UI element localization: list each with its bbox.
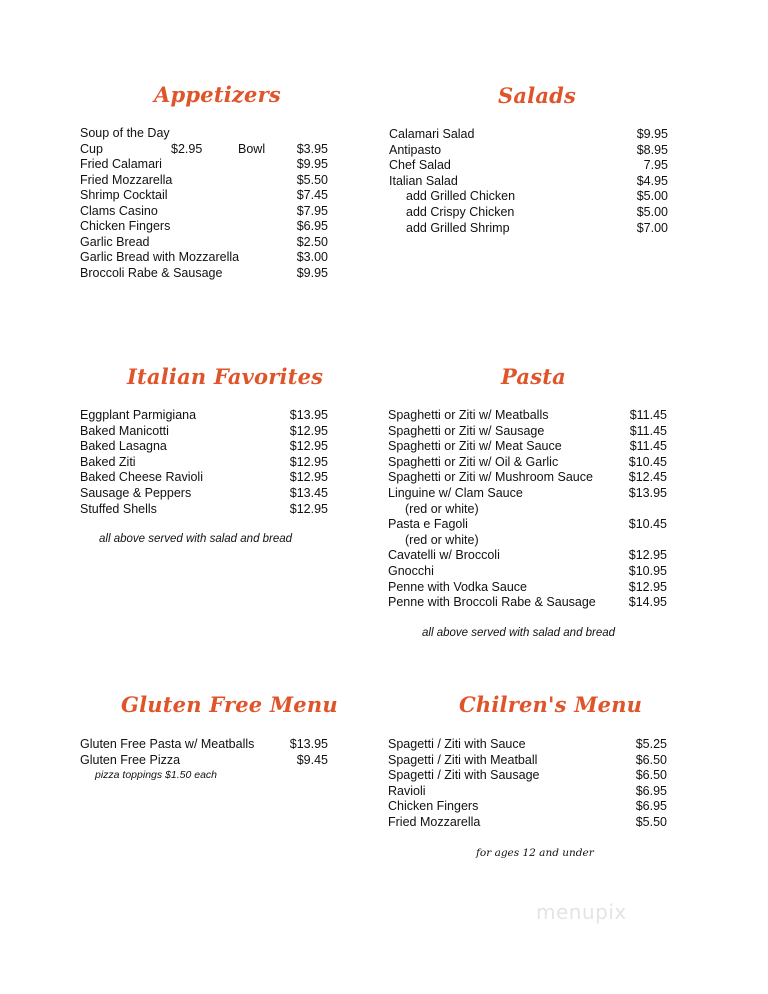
menu-item-price: $13.45 xyxy=(289,486,328,500)
menu-item-price: $5.00 xyxy=(636,189,668,204)
menu-item-name: Sausage & Peppers xyxy=(80,486,192,500)
menu-item-price: $12.95 xyxy=(628,579,667,594)
menu-item-price: $6.50 xyxy=(635,768,667,782)
menu-item-name: (red or white) xyxy=(405,532,479,547)
menu-item-name: Chef Salad xyxy=(389,158,451,173)
menu-item-price: $6.95 xyxy=(635,783,667,798)
menu-item-price: $14.95 xyxy=(628,595,667,610)
menu-item-price: $6.95 xyxy=(635,799,667,813)
menu-item-price: $9.45 xyxy=(296,752,328,767)
pasta-heading: Pasta xyxy=(501,364,566,389)
appetizers-heading: Appetizers xyxy=(154,82,281,107)
menu-item-name: Linguine w/ Clam Sauce xyxy=(388,486,523,500)
menu-item-price: $12.95 xyxy=(289,470,328,485)
menu-item-price: $13.95 xyxy=(628,486,667,500)
menu-item-price: $7.00 xyxy=(636,220,668,235)
menu-item-name: Shrimp Cocktail xyxy=(80,188,168,202)
soup-cup-price: $2.95 xyxy=(171,142,203,156)
soup-bowl-label: Bowl xyxy=(238,142,266,156)
menu-item-name: Broccoli Rabe & Sausage xyxy=(80,265,223,280)
menu-item-name: add Grilled Shrimp xyxy=(406,220,510,235)
menu-item-price: $10.45 xyxy=(628,454,667,469)
menu-item-price: $7.45 xyxy=(296,188,328,202)
soup-cup-label: Cup xyxy=(80,142,103,156)
menu-item-name: Penne with Vodka Sauce xyxy=(388,579,527,594)
menu-item-price: $11.45 xyxy=(629,408,667,422)
menu-item-price: $4.95 xyxy=(636,173,668,188)
menu-item-name: Spaghetti or Ziti w/ Mushroom Sauce xyxy=(388,470,593,485)
menu-item-price: 7.95 xyxy=(643,158,668,173)
menu-item-name: Cavatelli w/ Broccoli xyxy=(388,548,500,563)
pasta-note: all above served with salad and bread xyxy=(422,627,616,639)
menu-item-price: $3.00 xyxy=(296,250,328,264)
menu-item-name: Italian Salad xyxy=(389,173,458,188)
menu-item-name: add Crispy Chicken xyxy=(406,205,515,219)
menu-item-name: Spaghetti or Ziti w/ Meatballs xyxy=(388,408,549,422)
menu-item-price: $11.45 xyxy=(629,423,667,438)
soup-label: Soup of the Day xyxy=(80,126,170,140)
menu-item-name: Gluten Free Pasta w/ Meatballs xyxy=(80,737,255,751)
italian-favorites-note: all above served with salad and bread xyxy=(99,533,293,545)
menu-item-name: Fried Mozzarella xyxy=(388,814,481,829)
menu-item-name: Baked Ziti xyxy=(80,454,136,469)
menu-item-price: $9.95 xyxy=(636,127,668,141)
menu-item-name: Antipasto xyxy=(389,142,442,157)
menu-item-name: Fried Mozzarella xyxy=(80,172,173,187)
gluten-free-heading: Gluten Free Menu xyxy=(121,692,338,717)
menu-item-price: $12.95 xyxy=(289,501,328,516)
menu-item-price: $9.95 xyxy=(296,265,328,280)
menu-item-price: $12.95 xyxy=(289,439,328,454)
menu-item-name: Gluten Free Pizza xyxy=(80,752,181,767)
menu-item-name: (red or white) xyxy=(405,501,479,516)
menu-item-name: Fried Calamari xyxy=(80,157,162,171)
menu-item-price: $5.00 xyxy=(636,205,668,219)
menu-item-name: Spagetti / Ziti with Sauce xyxy=(388,737,526,751)
menu-item-price: $12.45 xyxy=(628,470,667,485)
menu-item-name: Ravioli xyxy=(388,783,426,798)
menu-item-price: $13.95 xyxy=(289,408,328,422)
menu-item-price: $8.95 xyxy=(636,142,668,157)
menu-item-name: Spagetti / Ziti with Sausage xyxy=(388,768,540,782)
menu-item-price: $9.95 xyxy=(296,157,328,171)
menu-item-price: $6.95 xyxy=(296,219,328,233)
menu-item-name: add Grilled Chicken xyxy=(406,189,516,204)
menu-item-name: Calamari Salad xyxy=(389,127,475,141)
menu-item-price: $6.50 xyxy=(635,752,667,767)
menu-item-name: Gnocchi xyxy=(388,564,434,578)
menu-item-name: Baked Manicotti xyxy=(80,423,169,438)
salads-heading: Salads xyxy=(498,83,577,108)
childrens-heading: Chilren's Menu xyxy=(459,692,643,717)
menu-item-price: $12.95 xyxy=(289,454,328,469)
menu-item-price: $10.95 xyxy=(628,564,667,578)
menu-item-price: $11.45 xyxy=(629,439,667,454)
menu-item-price: $2.50 xyxy=(296,234,328,249)
menu-item-price: $5.50 xyxy=(635,814,667,829)
gluten-free-note: pizza toppings $1.50 each xyxy=(95,769,218,781)
menu-item-name: Spaghetti or Ziti w/ Sausage xyxy=(388,423,545,438)
menu-item-name: Garlic Bread xyxy=(80,234,150,249)
menu-item-name: Spagetti / Ziti with Meatball xyxy=(388,752,538,767)
menu-item-price: $5.25 xyxy=(635,737,667,751)
menu-item-name: Pasta e Fagoli xyxy=(388,517,468,532)
watermark-logo: menupix xyxy=(536,900,627,924)
menu-item-name: Spaghetti or Ziti w/ Meat Sauce xyxy=(388,439,562,454)
menu-item-name: Penne with Broccoli Rabe & Sausage xyxy=(388,595,596,610)
menu-item-price: $12.95 xyxy=(289,423,328,438)
childrens-note: for ages 12 and under xyxy=(476,847,594,859)
menu-item-price: $10.45 xyxy=(628,517,667,532)
menu-item-name: Chicken Fingers xyxy=(388,799,479,813)
menu-item-name: Garlic Bread with Mozzarella xyxy=(80,250,240,264)
menu-item-name: Clams Casino xyxy=(80,203,158,218)
menu-item-name: Eggplant Parmigiana xyxy=(80,408,197,422)
menu-item-price: $13.95 xyxy=(289,737,328,751)
menu-item-name: Spaghetti or Ziti w/ Oil & Garlic xyxy=(388,454,559,469)
menu-item-name: Baked Cheese Ravioli xyxy=(80,470,203,485)
soup-bowl-price: $3.95 xyxy=(296,142,328,156)
menu-item-price: $7.95 xyxy=(296,203,328,218)
menu-item-price: $5.50 xyxy=(296,172,328,187)
menu-item-price: $12.95 xyxy=(628,548,667,563)
menu-item-name: Chicken Fingers xyxy=(80,219,171,233)
menu-item-name: Baked Lasagna xyxy=(80,439,167,454)
menu-item-name: Stuffed Shells xyxy=(80,501,157,516)
italian-favorites-heading: Italian Favorites xyxy=(127,364,324,389)
